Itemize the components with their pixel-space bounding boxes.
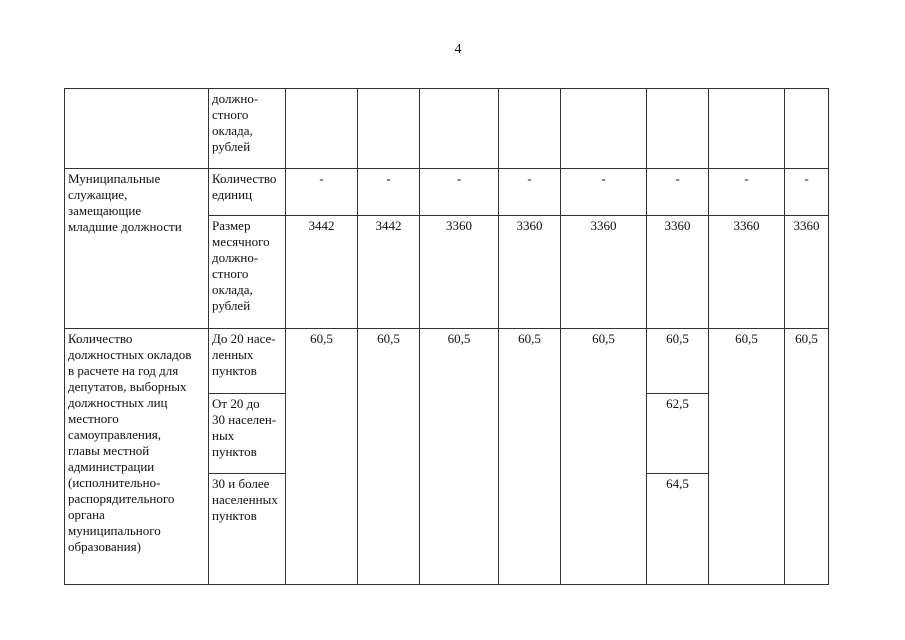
value-cell: 3360 <box>420 216 499 329</box>
value-cell: 60,5 <box>358 329 420 585</box>
row-label-cell: 30 и более населенных пунктов <box>209 474 286 585</box>
value-cell: 60,5 <box>785 329 829 585</box>
value-cell: - <box>785 169 829 216</box>
value-cell <box>561 89 647 169</box>
category-cell <box>65 89 209 169</box>
value-cell: 64,5 <box>647 474 709 585</box>
category-cell: Муниципальные служащие, замещающие младшие должности <box>65 169 209 329</box>
value-cell: 60,5 <box>647 329 709 394</box>
value-cell: 3360 <box>561 216 647 329</box>
page-number: 4 <box>454 42 462 57</box>
table-row <box>65 329 829 394</box>
category-cell: Количество должностных окладов в расчете на год для депутатов, выборных должностных лиц местного самоуправления, главы местной администрации (исполнительно- распорядительного органа муниципального образования) <box>65 329 209 585</box>
value-cell <box>286 89 358 169</box>
salary-table <box>64 88 829 585</box>
value-cell: 62,5 <box>647 394 709 474</box>
value-cell <box>420 89 499 169</box>
value-cell: 3442 <box>358 216 420 329</box>
value-cell: - <box>499 169 561 216</box>
value-cell <box>709 89 785 169</box>
value-cell: 3360 <box>499 216 561 329</box>
row-label-cell: Количество единиц <box>209 169 286 216</box>
value-cell: 60,5 <box>499 329 561 585</box>
value-cell: 3360 <box>709 216 785 329</box>
value-cell <box>358 89 420 169</box>
value-cell: - <box>709 169 785 216</box>
value-cell <box>499 89 561 169</box>
value-cell <box>647 89 709 169</box>
value-cell: - <box>286 169 358 216</box>
value-cell: 60,5 <box>286 329 358 585</box>
value-cell: 3442 <box>286 216 358 329</box>
value-cell: - <box>561 169 647 216</box>
table-row <box>65 169 829 216</box>
value-cell: 60,5 <box>709 329 785 585</box>
value-cell <box>785 89 829 169</box>
value-cell: - <box>647 169 709 216</box>
value-cell: 3360 <box>785 216 829 329</box>
table-row <box>65 89 829 169</box>
value-cell: 3360 <box>647 216 709 329</box>
row-label-cell: должно- стного оклада, рублей <box>209 89 286 169</box>
value-cell: 60,5 <box>561 329 647 585</box>
value-cell: - <box>358 169 420 216</box>
value-cell: 60,5 <box>420 329 499 585</box>
value-cell: - <box>420 169 499 216</box>
row-label-cell: Размер месячного должно- стного оклада, рублей <box>209 216 286 329</box>
row-label-cell: От 20 до 30 населен- ных пунктов <box>209 394 286 474</box>
row-label-cell: До 20 насе- ленных пунктов <box>209 329 286 394</box>
